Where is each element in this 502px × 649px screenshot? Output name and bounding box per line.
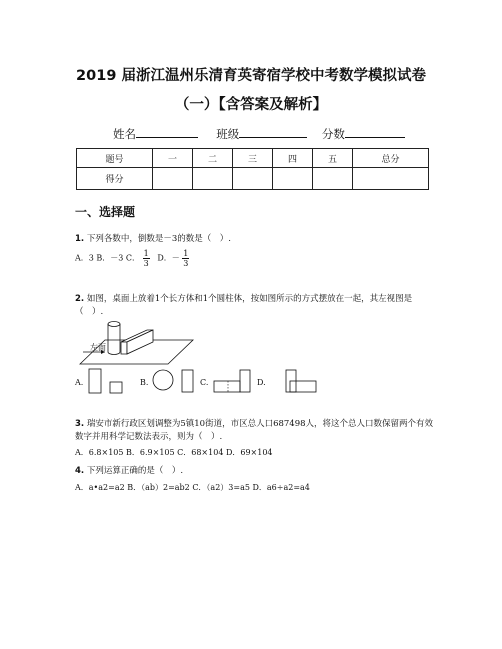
name-label: 姓名 [113, 127, 136, 141]
question-text: 瑞安市新行政区划调整为5镇10街道，市区总人口687498人，将这个总人口数保留两个有效数字并用科学记数法表示，则为（ ）. [75, 419, 434, 442]
score-label: 分数 [321, 127, 345, 141]
page-title: 2019 届浙江温州乐清育英寄宿学校中考数学模拟试卷 [76, 68, 426, 84]
question-2-options [75, 378, 83, 387]
score-blank[interactable] [345, 126, 405, 138]
question-1-options [75, 249, 189, 268]
question-3-options: A．6.8×105 B．6.9×105 C．68×104 D．69×104 [75, 448, 273, 457]
question-1 [75, 233, 435, 246]
option-c-label: C. [200, 378, 209, 387]
options-ab: A．3 B．－3 C． [75, 253, 141, 263]
question-text: 下列运算正确的是（ ）. [86, 466, 184, 476]
score-header-cell: 二 [192, 149, 232, 168]
fraction-denominator: 3 [143, 259, 149, 268]
score-cell[interactable] [312, 168, 352, 190]
question-4-options: A．a•a2=a2 B．（ab）2=ab2 C．（a2）3=a5 D．a6÷a2=a4 [75, 483, 310, 492]
option-d-label: D. [257, 378, 266, 387]
left-view-label: 左面 [90, 343, 106, 352]
question-number: 2. [75, 294, 85, 304]
question-number: 3. [75, 419, 85, 429]
page-subtitle: （一）【含答案及解析】 [174, 97, 328, 113]
score-header-cell: 总分 [352, 149, 428, 168]
score-header-cell: 五 [312, 149, 352, 168]
score-row-label: 得分 [77, 168, 153, 190]
fraction-numerator: 1 [183, 249, 189, 258]
option-d-figure[interactable] [268, 368, 318, 395]
question-number: 1. [75, 234, 85, 244]
option-a-label: A. [75, 378, 84, 387]
score-header-cell: 一 [152, 149, 192, 168]
score-cell[interactable] [352, 168, 428, 190]
score-cell[interactable] [232, 168, 272, 190]
name-blank[interactable] [136, 126, 198, 138]
student-info [113, 126, 405, 142]
score-cell[interactable] [272, 168, 312, 190]
question-number: 4. [75, 466, 85, 476]
option-d: D．－ [157, 253, 180, 263]
question-text: 下列各数中，倒数是－3的数是（ ）. [86, 234, 231, 244]
score-cell[interactable] [152, 168, 192, 190]
section-title: 一、选择题 [75, 205, 136, 219]
score-table [76, 148, 429, 190]
class-blank[interactable] [239, 126, 307, 138]
option-a-figure[interactable] [88, 368, 123, 395]
question-4 [75, 465, 435, 478]
question-3 [75, 418, 440, 444]
score-header-cell: 三 [232, 149, 272, 168]
option-b-label: B. [140, 378, 149, 387]
option-c-figure[interactable] [212, 368, 252, 395]
fraction-c [143, 249, 150, 268]
fraction-denominator: 3 [183, 259, 189, 268]
score-header-cell: 四 [272, 149, 312, 168]
score-header-cell: 题号 [77, 149, 153, 168]
question-text: 如图，桌面上放着1个长方体和1个圆柱体，按如图所示的方式摆放在一起，其左视图是（ ）. [75, 294, 413, 317]
question-2 [75, 293, 435, 319]
option-b-figure[interactable] [150, 368, 195, 395]
class-label: 班级 [216, 127, 240, 141]
fraction-numerator: 1 [143, 249, 149, 258]
fraction-d [182, 249, 189, 268]
score-cell[interactable] [192, 168, 232, 190]
